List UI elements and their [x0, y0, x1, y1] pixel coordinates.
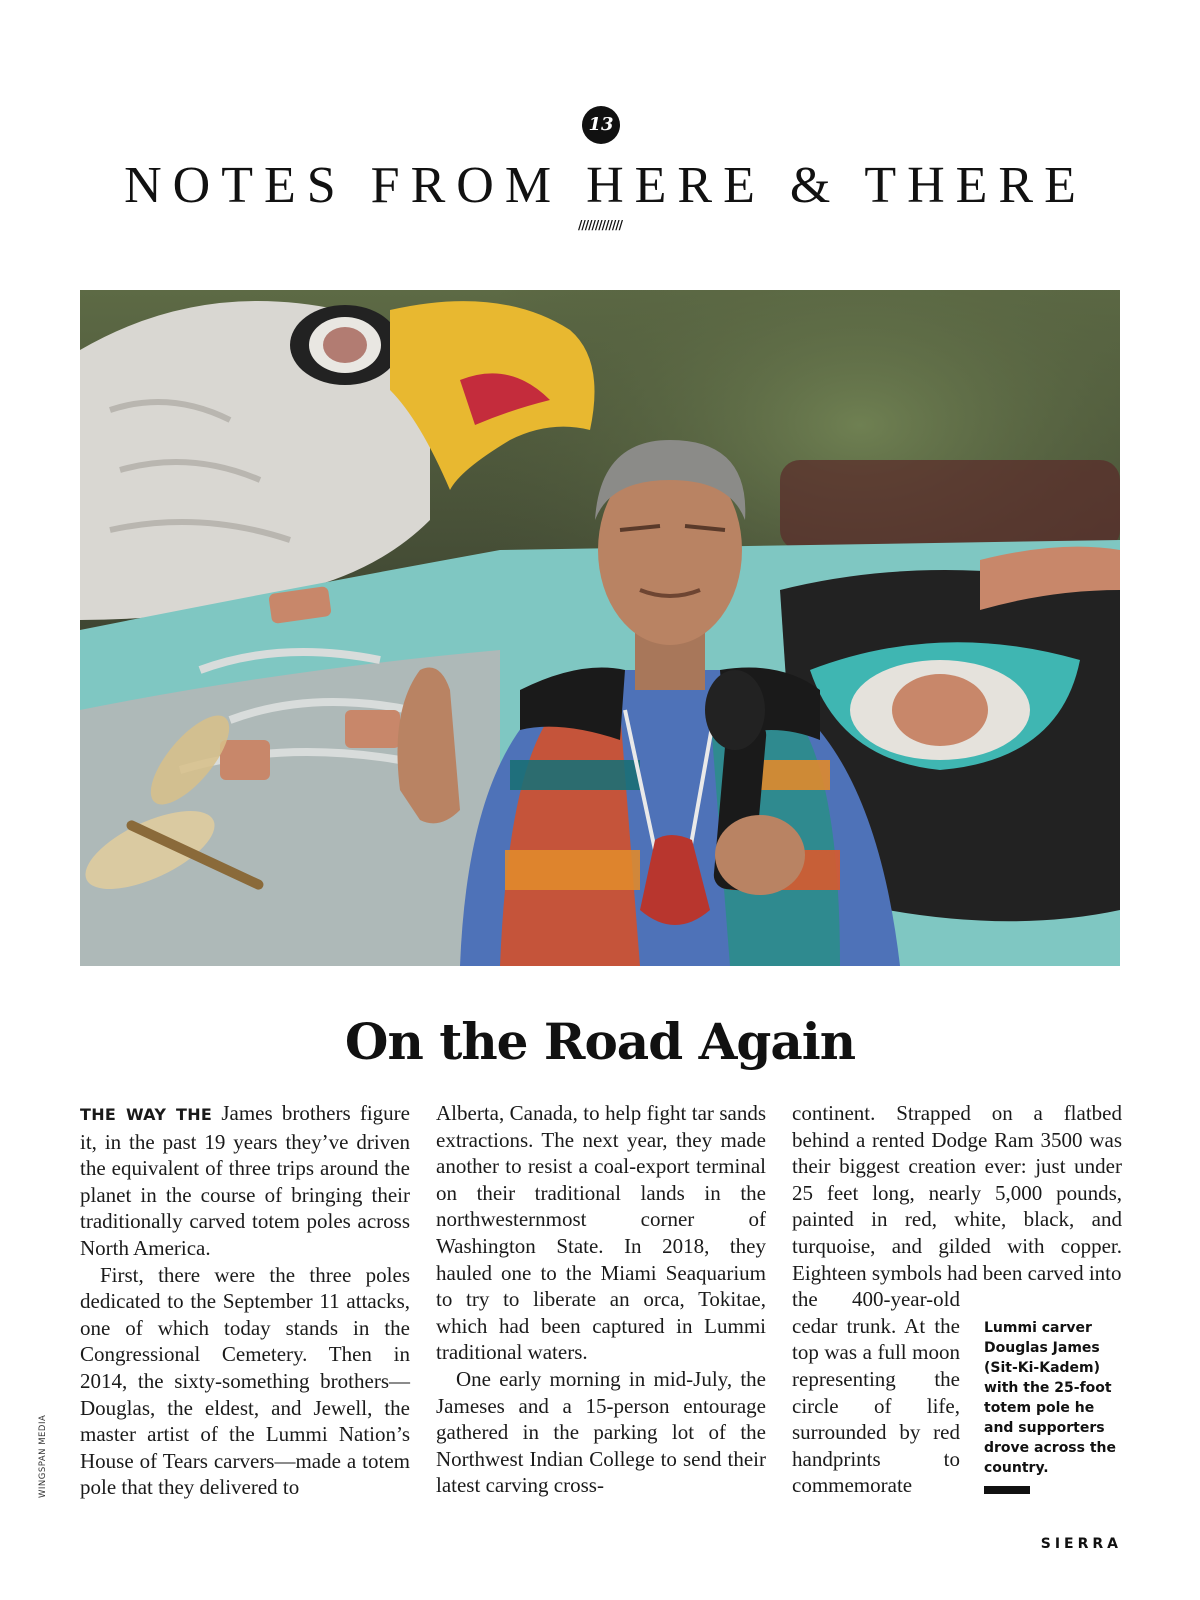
photo-credit: WINGSPAN MEDIA: [38, 1414, 48, 1498]
article-paragraph: First, there were the three poles dedicated to the September 11 attacks, one of which today stands in the Congressional Cemetery. Then in 2014, the sixty-something brothers—Douglas, the eldest, and Jewell, the master artist of the Lummi Nation’s House of Tears carvers—made a totem pole that they delivered to: [80, 1262, 410, 1500]
section-title-rule: /////////////: [578, 218, 622, 232]
article-paragraph-narrow: the 400-year-old cedar trunk. At the top was a full moon representing the circle of life, surrounded by red handprints to commemorate: [792, 1287, 960, 1498]
article-paragraph: One early morning in mid-July, the Jameses and a 15-person entourage gathered in the parking lot of the Northwest Indian College to send their latest carving cross-: [436, 1366, 766, 1498]
caption-end-bar: [984, 1486, 1030, 1494]
article-paragraph: continent. Strapped on a flatbed behind a rented Dodge Ram 3500 was their biggest creation ever: just under 25 feet long, nearly 5,000 pounds, painted in red, white, black, and turquoise, and gilded with copper. Eighteen symbols had been carved into: [792, 1101, 1122, 1285]
page-number-badge: 13: [582, 106, 620, 144]
article-column-2: [436, 1100, 766, 1499]
lead-in: THE WAY THE: [80, 1105, 213, 1124]
article-paragraph: Alberta, Canada, to help fight tar sands extractions. The next year, they made another to resist a coal-export terminal on their traditional lands in the northwesternmost corner of Washington State. In 2018, they hauled one to the Miami Seaquarium to try to liberate an orca, Tokitae, which had been captured in Lummi traditional waters.: [436, 1101, 766, 1365]
paragraph-text: James brothers figure it, in the past 19 years they’ve driven the equivalent of three trips around the planet in the course of bringing their traditionally carved totem poles across North America.: [80, 1101, 410, 1260]
feature-photo-illustration: [80, 290, 1120, 966]
section-title: NOTES FROM HERE & THERE: [124, 157, 1087, 214]
photo-caption: Lummi carver Douglas James (Sit-Ki-Kadem) with the 25-foot totem pole he and supporters drove across the country.: [984, 1320, 1117, 1476]
article-headline: On the Road Again: [344, 1012, 856, 1071]
feature-photo: [80, 290, 1120, 966]
publication-name: SIERRA: [1040, 1536, 1122, 1552]
article-column-1: [80, 1100, 410, 1501]
article-paragraph: [80, 1100, 410, 1262]
